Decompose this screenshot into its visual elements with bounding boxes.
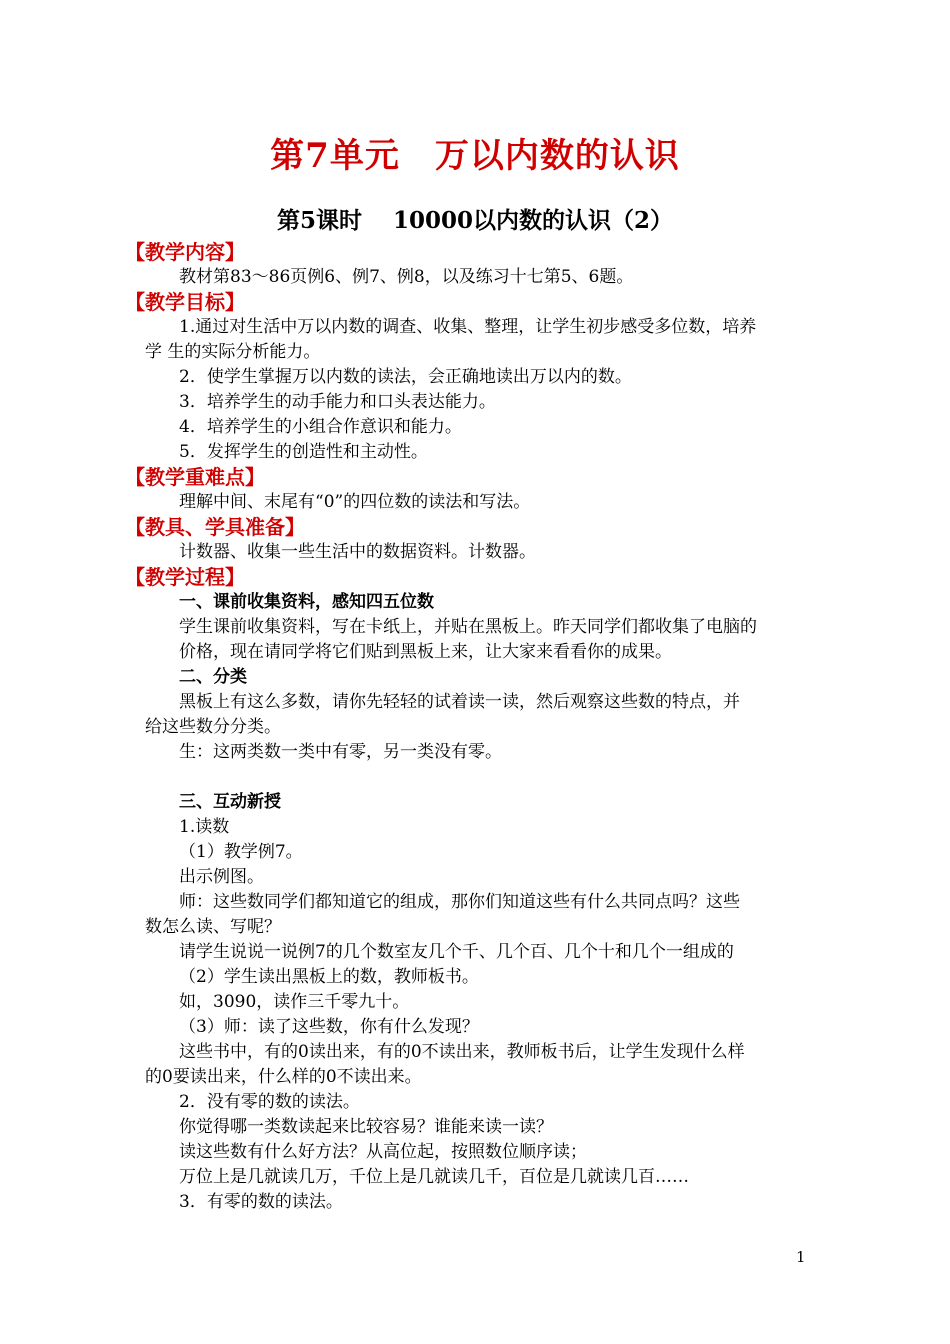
goal-3: 3．培养学生的动手能力和口头表达能力。: [179, 392, 496, 412]
key-points-text: 理解中间、末尾有“0”的四位数的读法和写法。: [179, 492, 531, 512]
goals-heading: 【教学目标】: [125, 290, 245, 314]
process-heading: 【教学过程】: [125, 565, 245, 589]
step-3-title: 三、互动新授: [179, 792, 281, 812]
step-2-line-2: 给这些数分分类。: [145, 717, 281, 737]
step-3-line: 如，3090，读作三千零九十。: [179, 992, 410, 1012]
step-3-line: 请学生说说一说例7的几个数室友几个千、几个百、几个十和几个一组成的: [179, 942, 734, 962]
step-1-line-1: 学生课前收集资料，写在卡纸上，并贴在黑板上。昨天同学们都收集了电脑的: [179, 617, 757, 637]
spacer: [145, 765, 813, 790]
content-heading: 【教学内容】: [125, 240, 245, 264]
step-3-line: 师：这些数同学们都知道它的组成，那你们知道这些有什么共同点吗？这些: [179, 892, 740, 912]
tools-heading: 【教具、学具准备】: [125, 515, 305, 539]
goal-4: 4．培养学生的小组合作意识和能力。: [179, 417, 462, 437]
lesson-subtitle: 第5课时 10000以内数的认识（2）: [276, 207, 674, 234]
step-3-line: 出示例图。: [179, 867, 264, 887]
step-3-line: 数怎么读、写呢？: [145, 917, 281, 937]
step-3-line: 的0要读出来，什么样的0不读出来。: [145, 1067, 422, 1087]
page-number: 1: [796, 1248, 806, 1266]
document-body: [125, 240, 813, 1215]
content-text: 教材第83～86页例6、例7、例8，以及练习十七第5、6题。: [179, 267, 634, 287]
goal-1-line-2: 学 生的实际分析能力。: [145, 342, 321, 362]
step-1-line-2: 价格，现在请同学将它们贴到黑板上来，让大家来看看你的成果。: [179, 642, 672, 662]
unit-title: 第7单元 万以内数的认识: [270, 136, 680, 176]
step-3-line: 读这些数有什么好方法？从高位起，按照数位顺序读；: [179, 1142, 587, 1162]
step-3-line: （3）师：读了这些数，你有什么发现？: [179, 1017, 479, 1037]
step-1-title: 一、课前收集资料，感知四五位数: [179, 592, 434, 612]
step-3-line: （1）教学例7。: [179, 842, 303, 862]
goal-2: 2．使学生掌握万以内数的读法，会正确地读出万以内的数。: [179, 367, 632, 387]
tools-text: 计数器、收集一些生活中的数据资料。计数器。: [179, 542, 536, 562]
step-2-line-1: 黑板上有这么多数，请你先轻轻的试着读一读，然后观察这些数的特点，并: [179, 692, 740, 712]
step-3-line: （2）学生读出黑板上的数，教师板书。: [179, 967, 479, 987]
step-2-title: 二、分类: [179, 667, 247, 687]
step-3-line: 1.读数: [179, 817, 230, 837]
step-3-line: 2．没有零的数的读法。: [179, 1092, 360, 1112]
goal-1-line-1: 1.通过对生活中万以内数的调查、收集、整理，让学生初步感受多位数，培养: [179, 317, 757, 337]
step-3-line: 万位上是几就读几万，千位上是几就读几千，百位是几就读几百……: [179, 1167, 689, 1187]
goal-5: 5．发挥学生的创造性和主动性。: [179, 442, 428, 462]
step-3-line: 3．有零的数的读法。: [179, 1192, 343, 1212]
step-3-line: 这些书中，有的0读出来，有的0不读出来，教师板书后，让学生发现什么样: [179, 1042, 745, 1062]
step-3-line: 你觉得哪一类数读起来比较容易？谁能来读一读？: [179, 1117, 553, 1137]
key-points-heading: 【教学重难点】: [125, 465, 265, 489]
step-2-line-3: 生：这两类数一类中有零，另一类没有零。: [179, 742, 502, 762]
